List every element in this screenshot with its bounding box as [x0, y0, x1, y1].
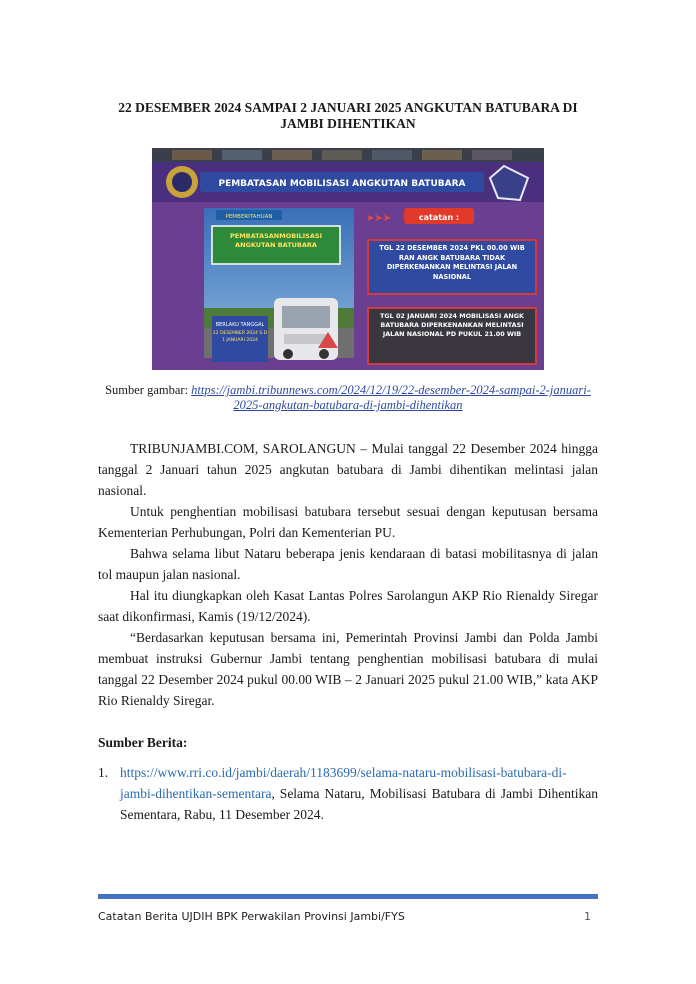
slide-note-2: TGL 02 JANUARI 2024 MOBILISASI ANGK BATUBARA DIPERKENANKAN MELINTASI JALAN NASIONAL PD PUKUL 21.00 WIB — [380, 312, 524, 338]
image-caption — [98, 383, 598, 413]
slide-banner-text: PEMBATASAN MOBILISASI ANGKUTAN BATUBARA — [218, 179, 466, 189]
source-number: 1. — [98, 765, 109, 780]
footer-text: Catatan Berita UJDIH BPK Perwakilan Provinsi Jambi/FYS — [98, 910, 405, 923]
slide-left-tag: PEMBERITAHUAN — [225, 214, 273, 220]
slide-catatan: catatan : — [418, 213, 460, 222]
source-link[interactable]: https://www.rri.co.id/jambi/daerah/1183699/selama-nataru-mobilisasi-batubara-di-jambi-dihentikan-sementara — [120, 765, 567, 801]
slide-left-sign: PEMBATASANMOBILISASI ANGKUTAN BATUBARA — [229, 232, 322, 249]
paragraph: Untuk penghentian mobilisasi batubara tersebut sesuai dengan keputusan bersama Kementerian Perhubungan, Polri dan Kementerian PU. — [98, 504, 598, 540]
paragraph: TRIBUNJAMBI.COM, SAROLANGUN – Mulai tanggal 22 Desember 2024 hingga tanggal 2 Januari tahun 2025 angkutan batubara di Jambi dihentikan melintasi jalan nasional. — [98, 441, 598, 498]
paragraph: Bahwa selama libut Nataru beberapa jenis kendaraan di batasi mobilitasnya di jalan tol maupun jalan nasional. — [98, 546, 598, 582]
presentation-slide-photo — [152, 148, 544, 370]
arrows-icon: ➤➤➤ — [366, 213, 392, 224]
source-list-item — [98, 762, 598, 825]
article-image — [152, 148, 544, 370]
paragraph: “Berdasarkan keputusan bersama ini, Pemerintah Provinsi Jambi dan Polda Jambi membuat instruksi Gubernur Jambi tentang penghentian mobilisasi batubara di mulai tanggal 22 Desember 2024 pukul 00.00 WIB – 2 Januari 2025 pukul 21.00 WIB,” kata AKP Rio Rienaldy Siregar. — [98, 630, 598, 708]
source-description: , Selama Nataru, Mobilisasi Batubara di Jambi Dihentikan Sementara, Rabu, 11 Desember 2024. — [120, 786, 598, 822]
article-title: 22 DESEMBER 2024 SAMPAI 2 JANUARI 2025 ANGKUTAN BATUBARA DI JAMBI DIHENTIKAN — [118, 100, 578, 131]
footer-divider — [98, 894, 598, 899]
caption-prefix: Sumber gambar: — [105, 383, 192, 397]
page-number: 1 — [584, 910, 591, 923]
sources-heading: Sumber Berita: — [98, 735, 188, 750]
slide-berlaku-dates: 22 DESEMBER 2024 S.D 1 JANUARI 2024 — [212, 331, 268, 343]
article-body — [98, 438, 598, 711]
slide-note-1: TGL 22 DESEMBER 2024 PKL 00.00 WIB RAN ANGK BATUBARA TIDAK DIPERKENANKAN MELINTASI JALAN NASIONAL — [379, 244, 525, 281]
paragraph: Hal itu diungkapkan oleh Kasat Lantas Polres Sarolangun AKP Rio Rienaldy Siregar saat dikonfirmasi, Kamis (19/12/2024). — [98, 588, 598, 624]
slide-berlaku-label: BERLAKU TANGGAL — [215, 322, 265, 328]
caption-source-link[interactable]: https://jambi.tribunnews.com/2024/12/19/22-desember-2024-sampai-2-januari-2025-angkutan-batubara-di-jambi-dihentikan — [191, 383, 591, 412]
